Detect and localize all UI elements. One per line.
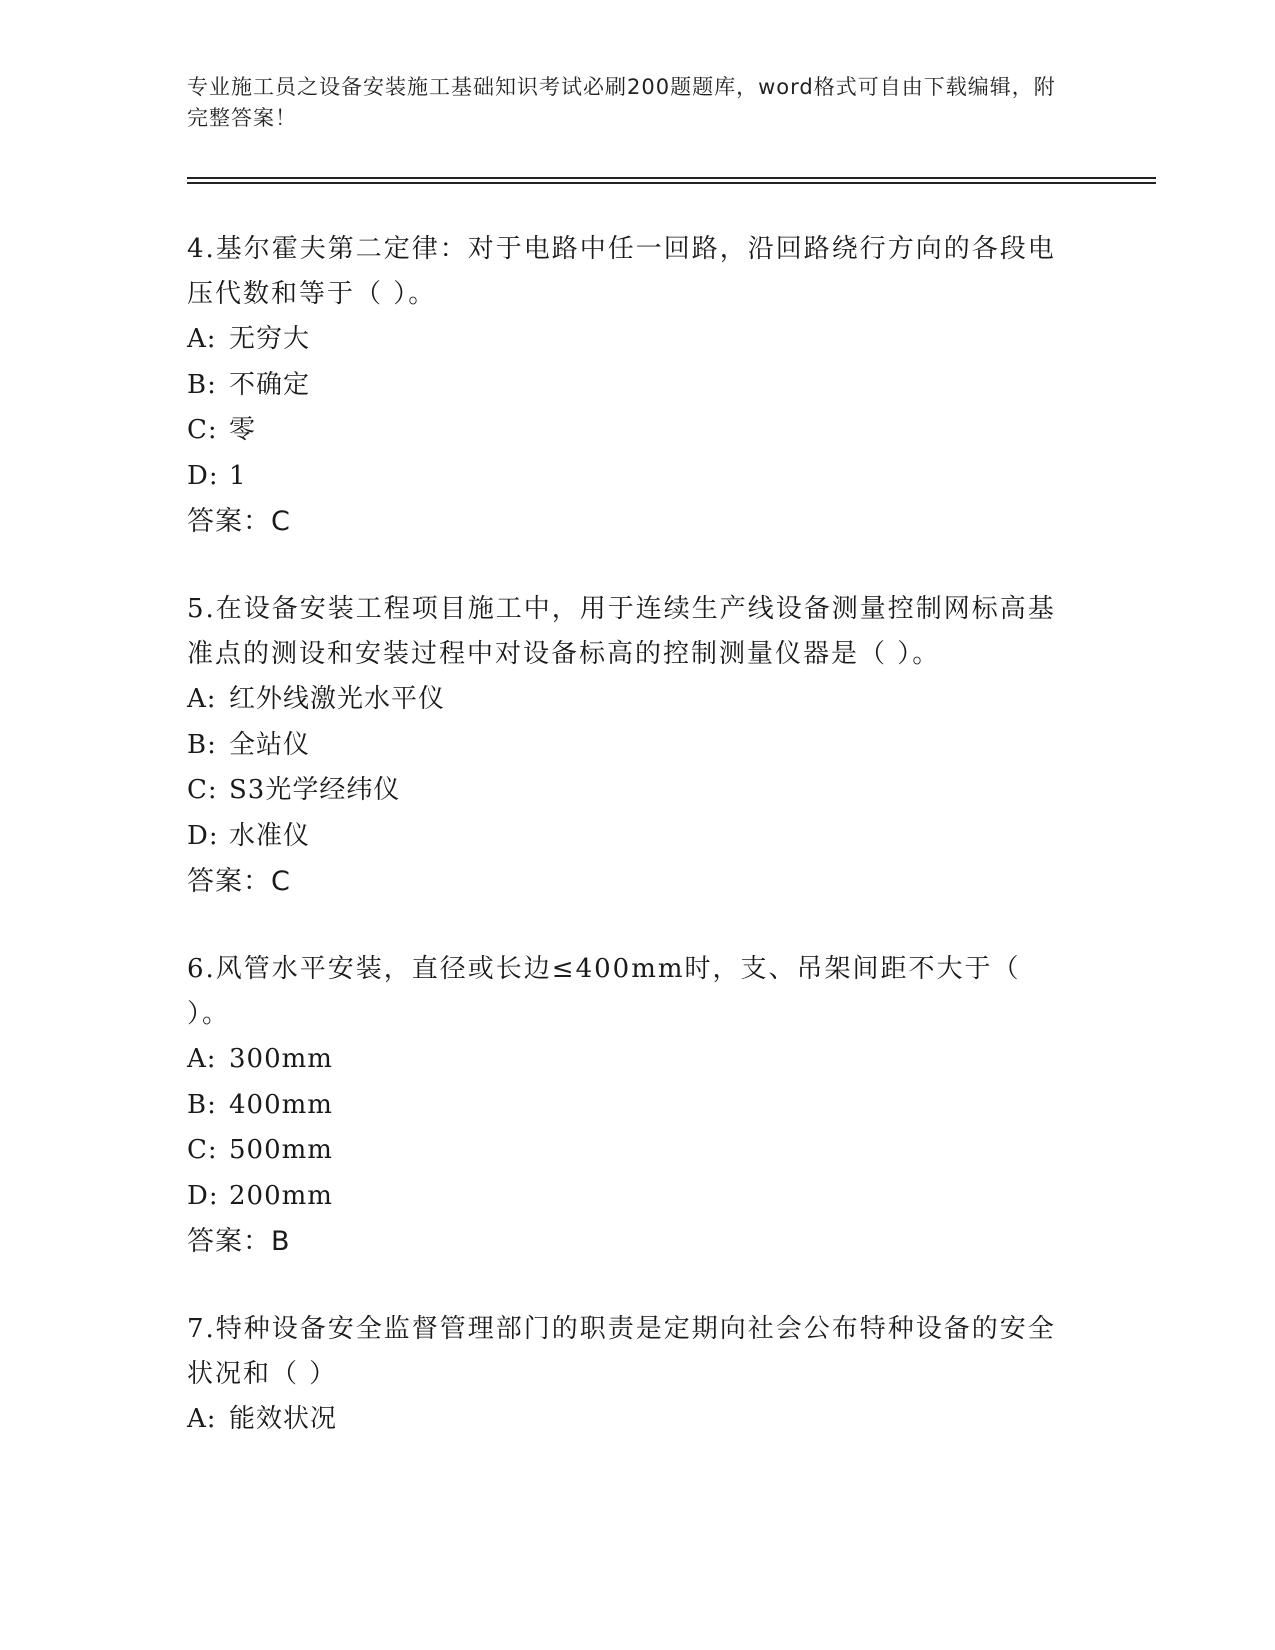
option-value: 零 [229, 415, 257, 445]
option-c [187, 1128, 1067, 1174]
option-value: 不确定 [229, 369, 311, 400]
option-key: D: [187, 1180, 219, 1211]
option-value: 200mm [229, 1180, 333, 1211]
option-a [187, 1397, 1067, 1443]
option-value: 全站仪 [229, 729, 311, 760]
question-4 [187, 227, 1067, 544]
answer-label: 答案：C [187, 506, 291, 537]
option-value: 1 [229, 460, 247, 491]
option-key: C: [187, 415, 218, 445]
option-d [187, 454, 1067, 500]
header-divider-bottom [187, 182, 1156, 184]
option-b [187, 1083, 1067, 1129]
question-text: 7.特种设备安全监督管理部门的职责是定期向社会公布特种设备的安全状况和（ ） [187, 1314, 1056, 1389]
question-text: 5.在设备安装工程项目施工中，用于连续生产线设备测量控制网标高基准点的测设和安装过程中对设备标高的控制测量仪器是（ ）。 [187, 594, 1056, 669]
option-d [187, 1174, 1067, 1220]
option-value: 500mm [229, 1135, 333, 1165]
option-value: 红外线激光水平仪 [229, 684, 446, 714]
option-key: B: [187, 1089, 217, 1120]
option-key: B: [187, 369, 217, 400]
option-key: A: [187, 684, 217, 714]
option-value: 无穷大 [229, 324, 311, 354]
option-d [187, 814, 1067, 860]
question-6 [187, 947, 1067, 1264]
option-key: D: [187, 820, 219, 851]
question-text: 6.风管水平安装，直径或长边≤400mm时，支、吊架间距不大于（ ）。 [187, 954, 1021, 1029]
header-divider-top [187, 177, 1156, 179]
option-a [187, 1037, 1067, 1083]
option-c [187, 408, 1067, 454]
answer-label: 答案：C [187, 866, 291, 897]
answer-label: 答案：B [187, 1226, 291, 1257]
option-key: B: [187, 729, 217, 760]
option-a [187, 677, 1067, 723]
option-b [187, 723, 1067, 769]
option-value: 300mm [229, 1044, 333, 1074]
question-text: 4.基尔霍夫第二定律：对于电路中任一回路，沿回路绕行方向的各段电压代数和等于（ ）。 [187, 234, 1056, 309]
option-value: 水准仪 [229, 820, 311, 851]
option-key: A: [187, 324, 217, 354]
option-c [187, 768, 1067, 814]
option-value: S3光学经纬仪 [229, 775, 401, 805]
question-7 [187, 1307, 1067, 1443]
option-value: 能效状况 [229, 1404, 338, 1434]
option-b [187, 363, 1067, 409]
option-key: D: [187, 460, 219, 491]
question-5 [187, 587, 1067, 904]
option-a [187, 317, 1067, 363]
option-key: C: [187, 775, 218, 805]
option-key: A: [187, 1044, 217, 1074]
option-value: 400mm [229, 1089, 333, 1120]
document-header: 专业施工员之设备安装施工基础知识考试必刷200题题库，word格式可自由下载编辑，附完整答案！ [187, 75, 1056, 130]
option-key: A: [187, 1404, 217, 1434]
option-key: C: [187, 1135, 218, 1165]
